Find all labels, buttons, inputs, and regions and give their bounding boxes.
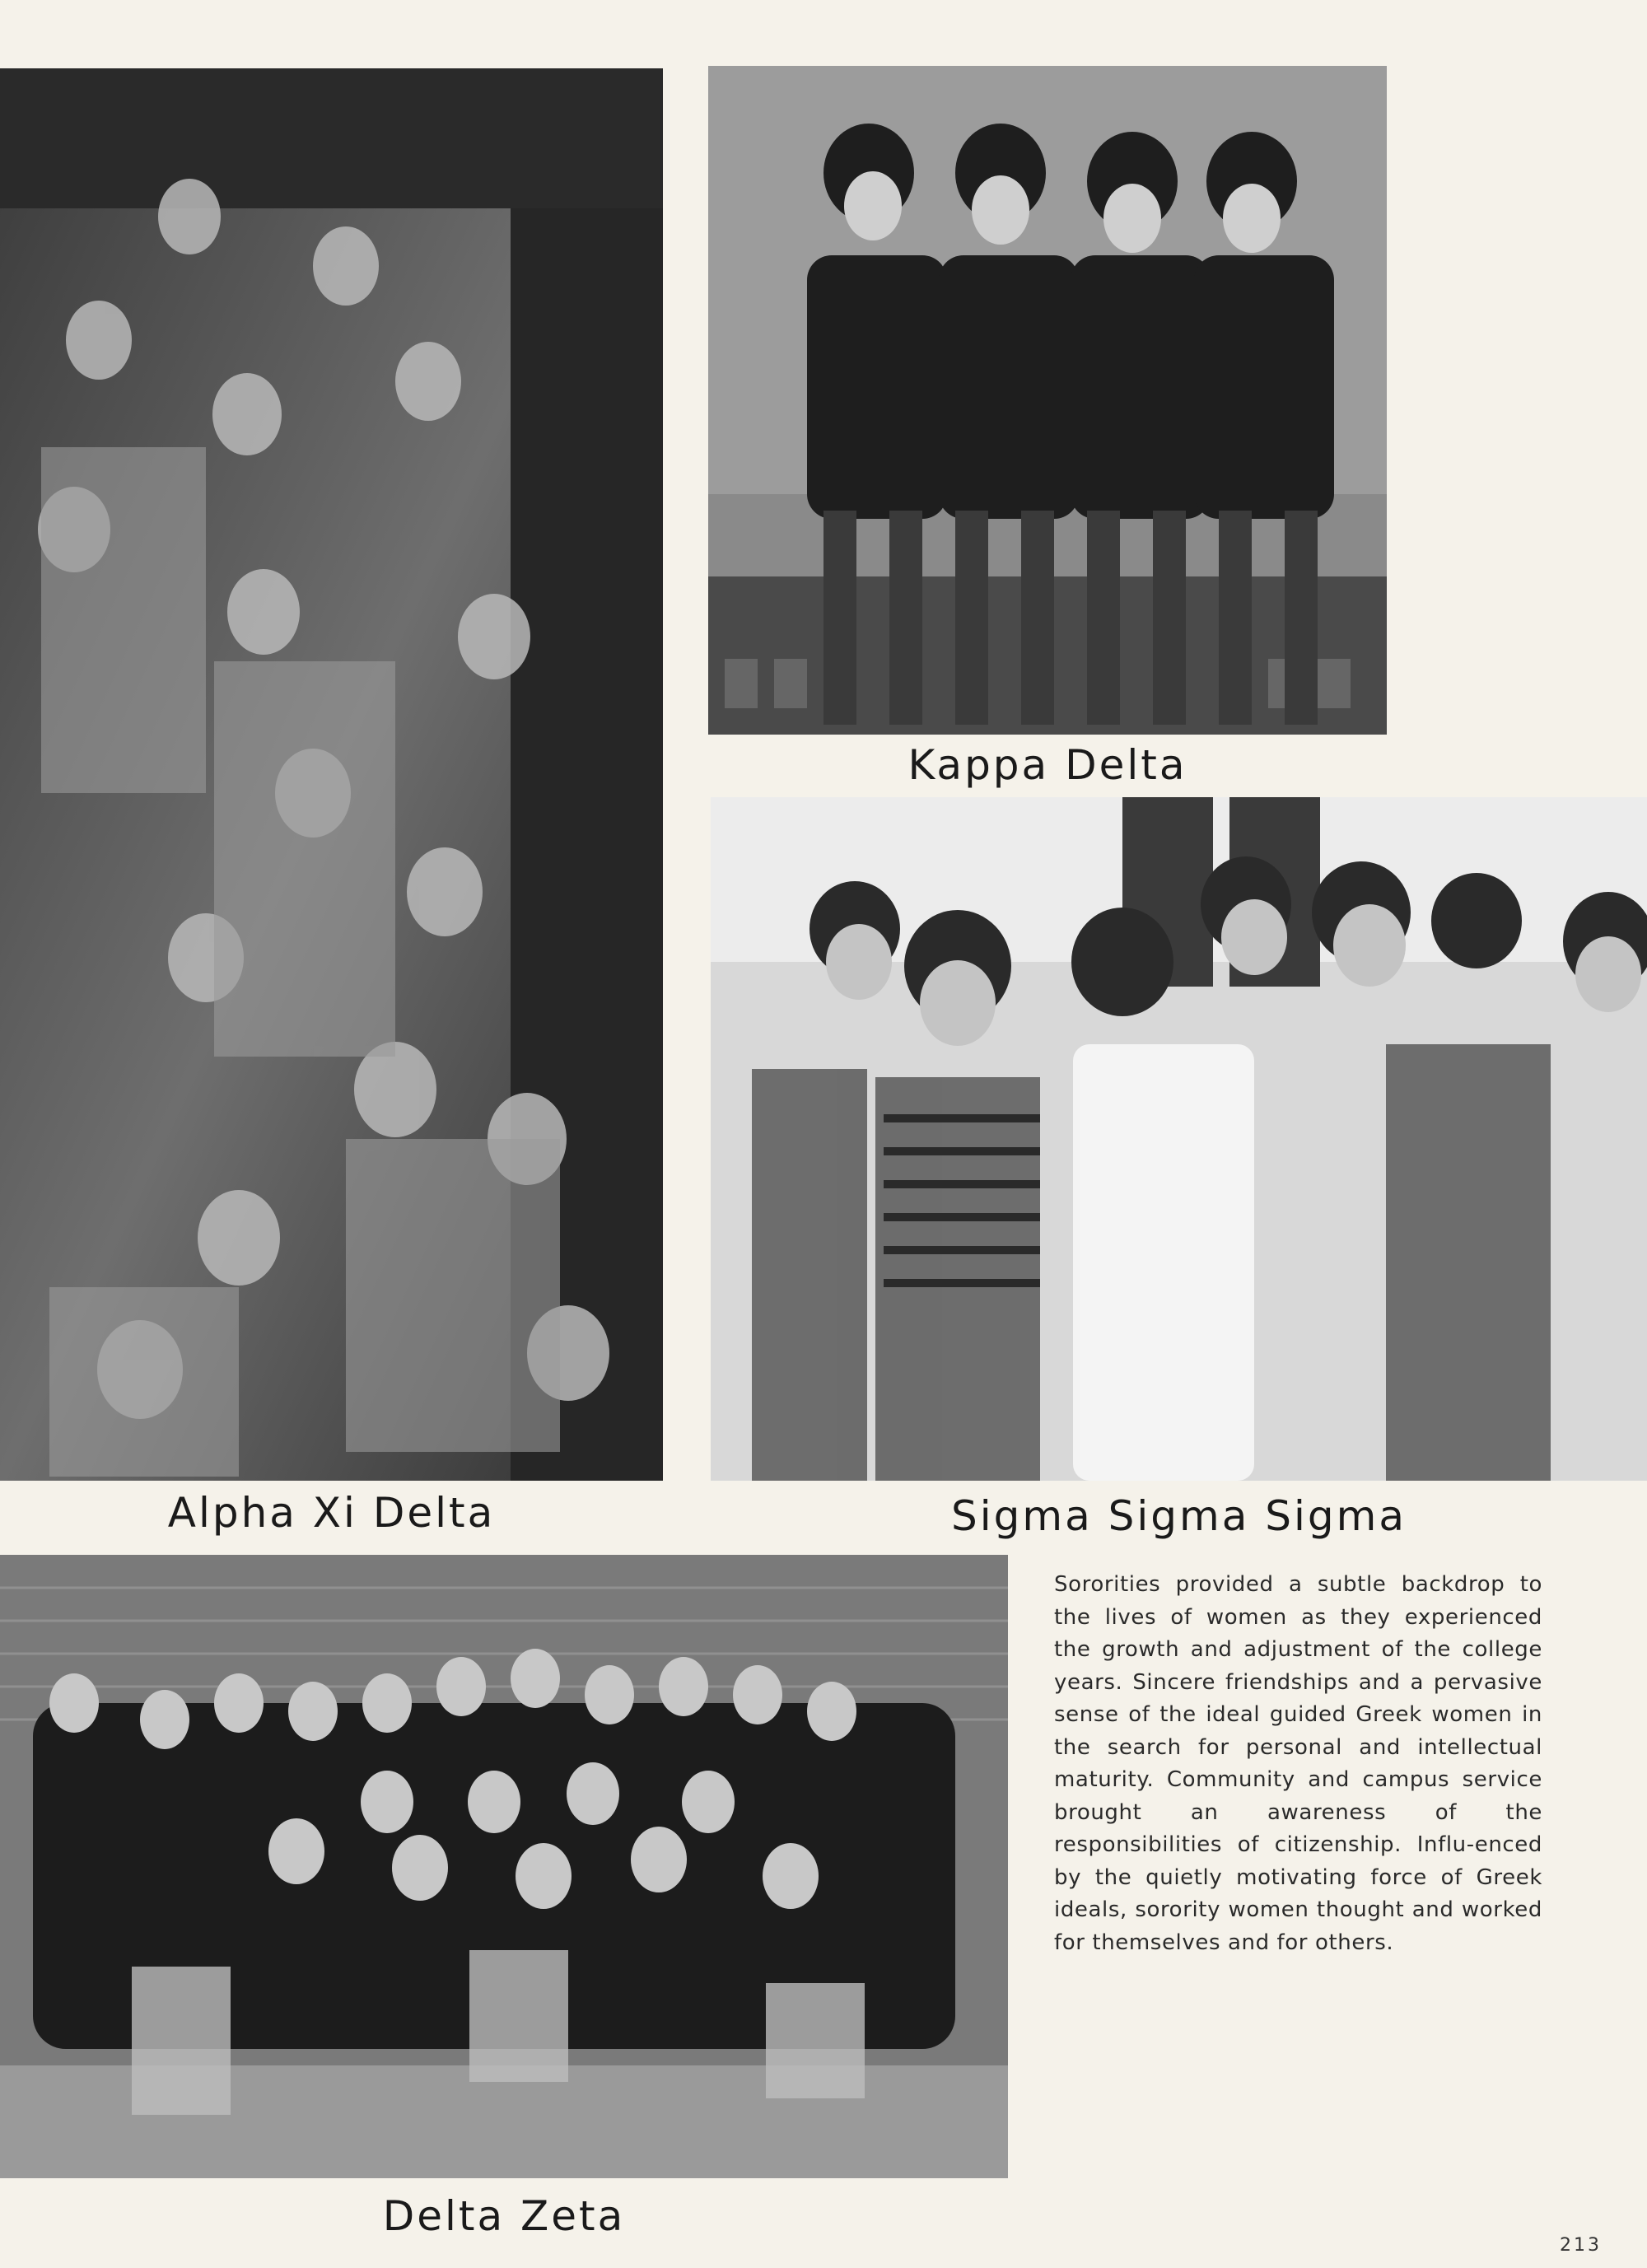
kappa-delta-photo — [708, 66, 1387, 735]
alpha-xi-delta-caption: Alpha Xi Delta — [167, 1489, 496, 1537]
sigma-sigma-sigma-caption: Sigma Sigma Sigma — [951, 1492, 1407, 1540]
delta-zeta-caption: Delta Zeta — [382, 2192, 626, 2240]
kappa-delta-caption: Kappa Delta — [907, 741, 1187, 789]
alpha-xi-delta-photo — [0, 68, 663, 1481]
sigma-sigma-sigma-photo — [711, 797, 1647, 1481]
body-text: Sororities provided a subtle backdrop to the lives of women as they experienced the growth and adjustment of the college years. Sincere friendships and a pervasive sense of the ideal guided Greek women in the search for personal and intellectual maturity. Community and campus service brought an awareness of the responsibilities of citizenship. Influ-enced by the quietly motivating force of Greek ideals, sorority women thought and worked for themselves and for others. — [1054, 1572, 1542, 1955]
page-number: 213 — [1560, 2235, 1602, 2256]
delta-zeta-photo — [0, 1555, 1008, 2178]
